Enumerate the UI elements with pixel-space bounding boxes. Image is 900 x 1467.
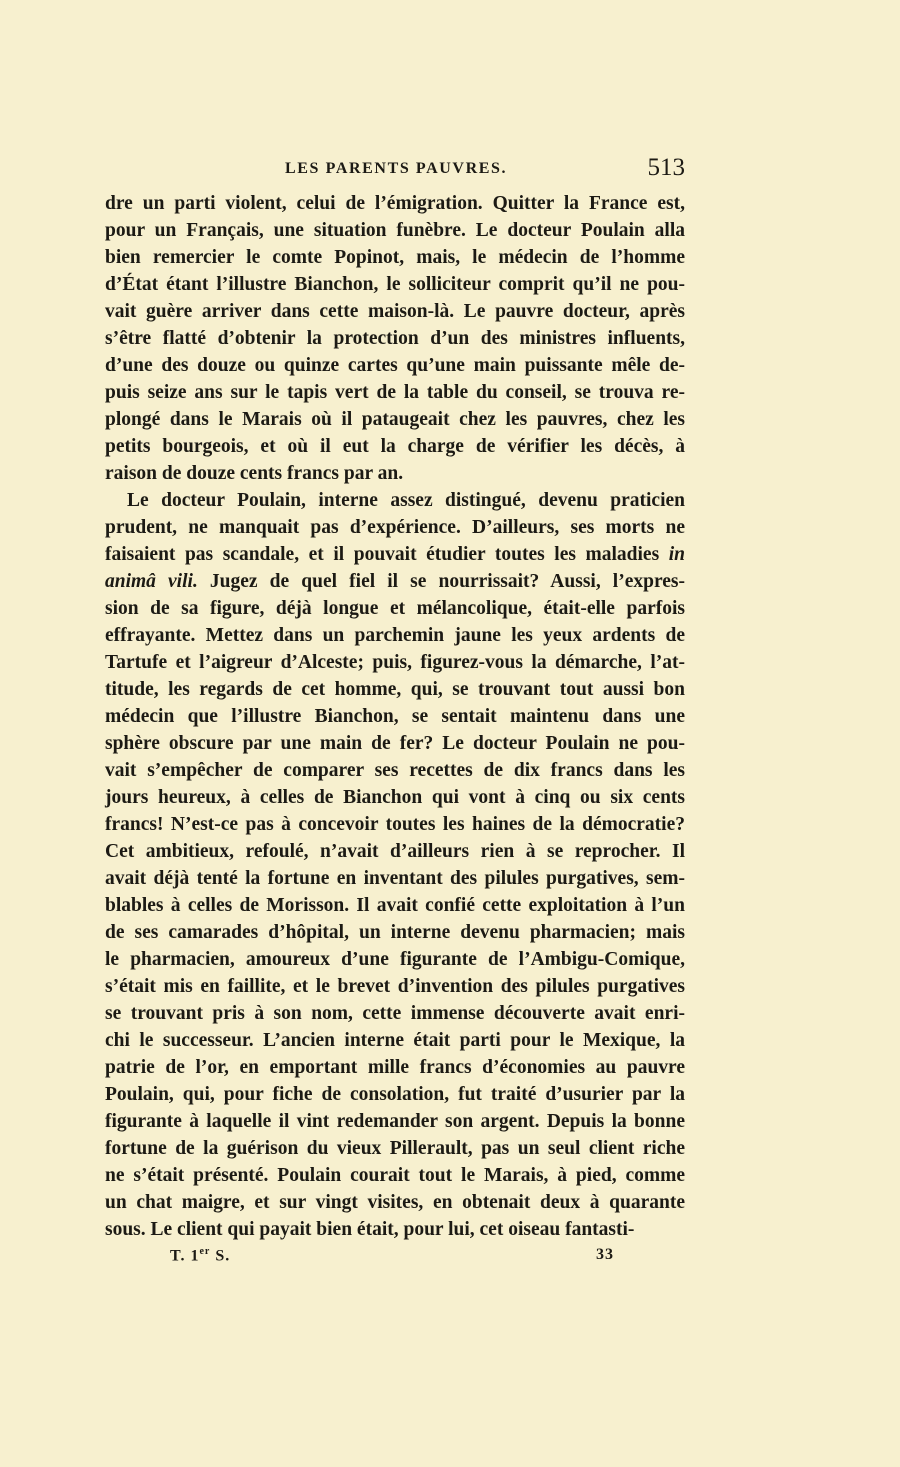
text-segment: prudent, ne manquait pas d’expérience. D’ailleurs, ses morts ne <box>105 517 685 538</box>
text-segment: bien remercier le comte Popinot, mais, le médecin de l’homme <box>105 247 685 268</box>
text-line <box>105 190 685 217</box>
text-segment: d’une des douze ou quinze cartes qu’une main puissante mêle de- <box>105 355 685 376</box>
text-line <box>105 1081 685 1108</box>
text-segment: Jugez de quel fiel il se nourrissait? Aussi, l’expres- <box>197 571 686 592</box>
text-line <box>105 649 685 676</box>
signature-prefix: T. 1 <box>170 1247 200 1265</box>
text-segment: s’être flatté d’obtenir la protection d’un des ministres influents, <box>105 328 685 349</box>
text-segment: fortune de la guérison du vieux Pillerault, pas un seul client riche <box>105 1138 685 1159</box>
italic-text: animâ vili. <box>105 571 198 592</box>
text-segment: sion de sa figure, déjà longue et mélancolique, était-elle parfois <box>105 598 685 619</box>
text-segment: effrayante. Mettez dans un parchemin jaune les yeux ardents de <box>105 625 685 646</box>
text-segment: Tartufe et l’aigreur d’Alceste; puis, figurez-vous la démarche, l’at- <box>105 652 685 673</box>
text-segment: jours heureux, à celles de Bianchon qui vont à cinq ou six cents <box>105 787 685 808</box>
text-line <box>105 676 685 703</box>
text-line <box>105 730 685 757</box>
text-segment: ne s’était présenté. Poulain courait tout le Marais, à pied, comme <box>105 1165 685 1186</box>
text-line <box>105 217 685 244</box>
text-segment: plongé dans le Marais où il pataugeait chez les pauvres, chez les <box>105 409 685 430</box>
text-line <box>105 892 685 919</box>
text-segment: vait s’empêcher de comparer ses recettes de dix francs dans les <box>105 760 685 781</box>
page-number: 513 <box>647 154 685 181</box>
text-line <box>105 1000 685 1027</box>
text-segment: patrie de l’or, en emportant mille francs d’économies au pauvre <box>105 1057 685 1078</box>
text-line <box>105 865 685 892</box>
text-segment: puis seize ans sur le tapis vert de la table du conseil, se trouva re- <box>105 382 685 403</box>
text-line <box>105 622 685 649</box>
text-segment: de ses camarades d’hôpital, un interne devenu pharmacien; mais <box>105 922 685 943</box>
text-segment: chi le successeur. L’ancien interne était parti pour le Mexique, la <box>105 1030 685 1051</box>
text-segment: sphère obscure par une main de fer? Le docteur Poulain ne pou- <box>105 733 685 754</box>
running-title: LES PARENTS PAUVRES. <box>285 160 508 177</box>
text-line <box>105 1027 685 1054</box>
text-line <box>105 298 685 325</box>
text-line <box>105 757 685 784</box>
text-segment: raison de douze cents francs par an. <box>105 463 404 484</box>
text-line <box>105 325 685 352</box>
text-line <box>105 1054 685 1081</box>
text-line <box>105 919 685 946</box>
text-line <box>105 703 685 730</box>
text-segment: le pharmacien, amoureux d’une figurante de l’Ambigu-Comique, <box>105 949 685 970</box>
text-line <box>105 568 685 595</box>
text-line <box>105 460 685 487</box>
text-line <box>105 406 685 433</box>
text-segment: Cet ambitieux, refoulé, n’avait d’ailleurs rien à se reprocher. Il <box>105 841 685 862</box>
text-line <box>105 595 685 622</box>
text-line <box>105 838 685 865</box>
text-segment: titude, les regards de cet homme, qui, se trouvant tout aussi bon <box>105 679 685 700</box>
text-segment: avait déjà tenté la fortune en inventant des pilules purgatives, sem- <box>105 868 685 889</box>
text-segment: médecin que l’illustre Bianchon, se sentait maintenu dans une <box>105 706 685 727</box>
text-line <box>105 433 685 460</box>
text-segment: un chat maigre, et sur vingt visites, en obtenait deux à quarante <box>105 1192 685 1213</box>
text-line <box>105 514 685 541</box>
text-segment: dre un parti violent, celui de l’émigration. Quitter la France est, <box>105 193 685 214</box>
text-segment: vait guère arriver dans cette maison-là. Le pauvre docteur, après <box>105 301 685 322</box>
text-line <box>105 811 685 838</box>
text-line <box>105 1216 685 1243</box>
text-line <box>105 1162 685 1189</box>
text-line <box>105 541 685 568</box>
text-segment: faisaient pas scandale, et il pouvait étudier toutes les maladies <box>105 544 669 565</box>
text-segment: francs! N’est-ce pas à concevoir toutes les haines de la démocratie? <box>105 814 685 835</box>
text-segment: Le docteur Poulain, interne assez distingué, devenu praticien <box>127 490 685 511</box>
running-head <box>105 154 685 184</box>
text-line <box>105 379 685 406</box>
text-segment: d’État étant l’illustre Bianchon, le solliciteur comprit qu’il ne pou- <box>105 274 685 295</box>
signature-sup: er <box>199 1246 211 1257</box>
text-segment: s’était mis en faillite, et le brevet d’invention des pilules purgatives <box>105 976 685 997</box>
text-segment: figurante à laquelle il vint redemander son argent. Depuis la bonne <box>105 1111 685 1132</box>
signature-mark <box>170 1246 230 1265</box>
text-segment: pour un Français, une situation funèbre. Le docteur Poulain alla <box>105 220 685 241</box>
text-line <box>105 244 685 271</box>
signature-suffix: S. <box>210 1247 231 1265</box>
text-segment: blables à celles de Morisson. Il avait confié cette exploitation à l’un <box>105 895 685 916</box>
text-line <box>105 1189 685 1216</box>
text-line <box>105 271 685 298</box>
text-segment: sous. Le client qui payait bien était, pour lui, cet oiseau fantasti- <box>105 1219 635 1240</box>
body-text <box>105 190 685 1243</box>
text-line <box>105 352 685 379</box>
text-line <box>105 1108 685 1135</box>
text-line <box>105 487 685 514</box>
text-line <box>105 946 685 973</box>
text-segment: petits bourgeois, et où il eut la charge de vérifier les décès, à <box>105 436 685 457</box>
text-line <box>105 1135 685 1162</box>
text-line <box>105 973 685 1000</box>
sheet-number: 33 <box>596 1246 614 1263</box>
italic-text: in <box>668 544 685 565</box>
text-line <box>105 784 685 811</box>
text-segment: Poulain, qui, pour fiche de consolation, fut traité d’usurier par la <box>105 1084 685 1105</box>
text-segment: se trouvant pris à son nom, cette immense découverte avait enri- <box>105 1003 685 1024</box>
